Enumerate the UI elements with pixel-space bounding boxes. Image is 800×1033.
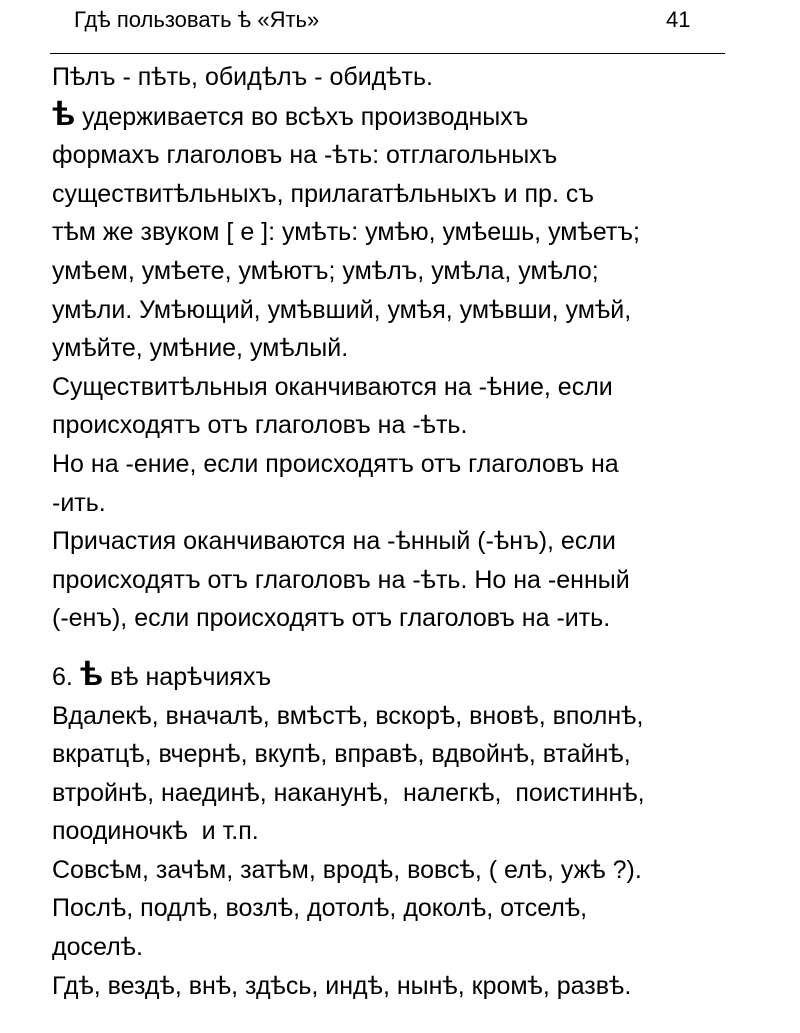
body-line: умѣем, умѣете, умѣютъ; умѣлъ, умѣла, умѣло; <box>52 256 599 285</box>
body-line: втройнѣ, наединѣ, наканунѣ, налегкѣ, поистиннѣ, <box>52 778 645 807</box>
body-line: вкратцѣ, вчернѣ, вкупѣ, вправѣ, вдвойнѣ, втайнѣ, <box>52 740 631 769</box>
body-line: Послѣ, подлѣ, возлѣ, дотолѣ, доколѣ, отселѣ, <box>52 894 588 923</box>
section-number: 6. <box>52 662 73 691</box>
header-rule <box>50 53 725 54</box>
section-heading-text: вѣ нарѣчияхъ <box>109 662 272 691</box>
body-line: поодиночкѣ и т.п. <box>52 817 259 846</box>
body-line-text: удерживается во всѣхъ производныхъ <box>82 102 529 131</box>
body-line: Вдалекѣ, вначалѣ, вмѣстѣ, вскорѣ, вновѣ, вполнѣ, <box>52 701 644 730</box>
body-line: Совсѣм, зачѣм, затѣм, вродѣ, вовсѣ, ( елѣ, ужѣ ?). <box>52 855 642 884</box>
body-line: умѣйте, умѣние, умѣлый. <box>52 334 349 363</box>
body-line: Гдѣ, вездѣ, внѣ, здѣсь, индѣ, нынѣ, кромѣ, развѣ. <box>52 971 632 1000</box>
body-line: доселѣ. <box>52 933 143 962</box>
body-line: (-енъ), если происходятъ отъ глаголовъ на -ить. <box>52 604 611 633</box>
page-body <box>52 58 742 1005</box>
body-line: тѣм же звуком [ е ]: умѣть: умѣю, умѣешь, умѣетъ; <box>52 218 640 247</box>
body-line: происходятъ отъ глаголовъ на -ѣть. <box>52 411 468 440</box>
body-line: происходятъ отъ глаголовъ на -ѣть. Но на -енный <box>52 565 630 594</box>
yat-letter: ѣ <box>52 94 76 132</box>
page-number: 41 <box>666 7 691 32</box>
body-line: существитѣльныхъ, прилагатѣльныхъ и пр. съ <box>52 179 594 208</box>
body-line: формахъ глаголовъ на -ѣть: отглагольныхъ <box>52 141 558 170</box>
body-line: Существитѣльныя оканчиваются на -ѣние, если <box>52 372 613 401</box>
yat-letter: ѣ <box>79 654 103 692</box>
body-line <box>52 94 742 137</box>
section-heading <box>52 654 742 697</box>
body-line: Но на -ение, если происходятъ отъ глаголовъ на <box>52 449 619 478</box>
body-line: Пѣлъ - пѣть, обидѣлъ - обидѣть. <box>52 63 433 91</box>
body-line: умѣли. Умѣющий, умѣвший, умѣя, умѣвши, умѣй, <box>52 295 632 324</box>
header-title: Гдѣ пользовать ѣ «Ять» <box>74 7 320 32</box>
section-gap <box>52 638 742 657</box>
body-line: Причастия оканчиваются на -ѣнный (-ѣнъ), если <box>52 527 616 556</box>
body-line: -ить. <box>52 488 106 517</box>
